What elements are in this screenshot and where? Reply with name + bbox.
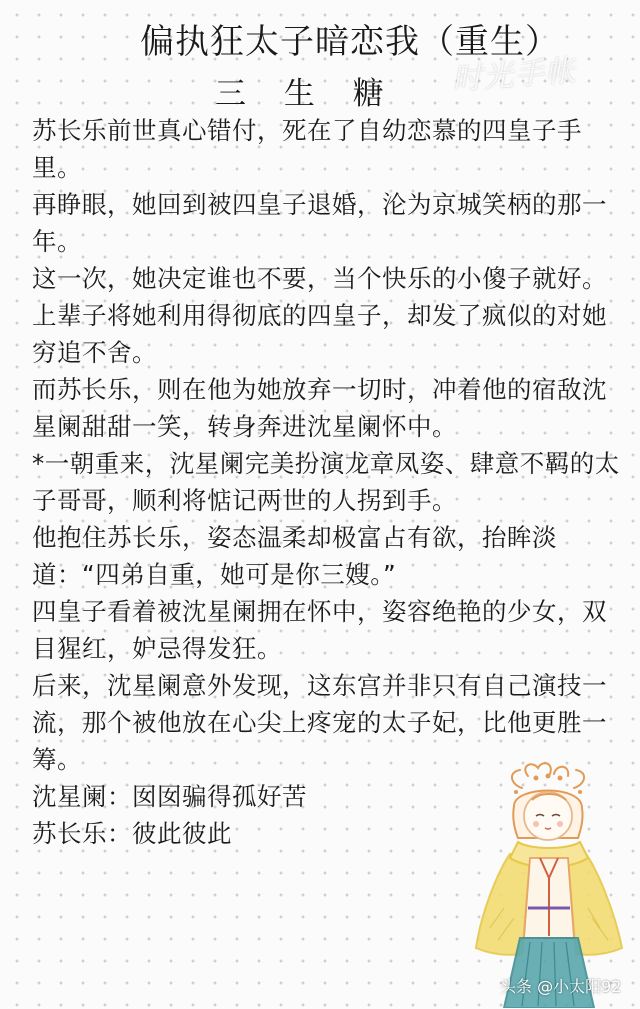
paragraph: 而苏长乐，则在他为她放弃一切时，冲着他的宿敌沈星阑甜甜一笑，转身奔进沈星阑怀中。 <box>32 375 607 441</box>
paragraph: 四皇子看着被沈星阑拥在怀中，姿容绝艳的少女，双目猩红，妒忌得发狂。 <box>32 597 607 663</box>
paragraph: 这一次，她决定谁也不要，当个快乐的小傻子就好。 <box>32 264 607 293</box>
dialogue-line: 苏长乐：彼此彼此 <box>32 819 232 848</box>
paragraph: 再睁眼，她回到被四皇子退婚，沦为京城笑柄的那一年。 <box>32 190 607 256</box>
paragraph: *一朝重来，沈星阑完美扮演龙章凤姿、肆意不羁的太子哥哥，顺利将惦记两世的人拐到手。 <box>32 449 620 515</box>
crayon-girl-illustration <box>470 758 630 1008</box>
synopsis-text <box>32 112 624 852</box>
paragraph: 上辈子将她利用得彻底的四皇子，却发了疯似的对她穷追不舍。 <box>32 301 607 367</box>
dialogue-line: 沈星阑：囡囡骗得孤好苦 <box>32 782 307 811</box>
watermark-logo: 时光手帐 <box>451 53 578 98</box>
paragraph: 苏长乐前世真心错付，死在了自幼恋慕的四皇子手里。 <box>32 116 582 182</box>
author-name: 三 生 糖 <box>215 76 398 112</box>
book-title: 偏执狂太子暗恋我（重生） <box>140 22 560 62</box>
paragraph: 后来，沈星阑意外发现，这东宫并非只有自己演技一流，那个被他放在心尖上疼宠的太子妃，比他更胜一筹。 <box>32 671 607 774</box>
source-watermark: 头条 @小太阳92 <box>500 977 622 996</box>
paragraph: 他抱住苏长乐，姿态温柔却极富占有欲，抬眸淡道：“四弟自重，她可是你三嫂。” <box>32 523 557 589</box>
